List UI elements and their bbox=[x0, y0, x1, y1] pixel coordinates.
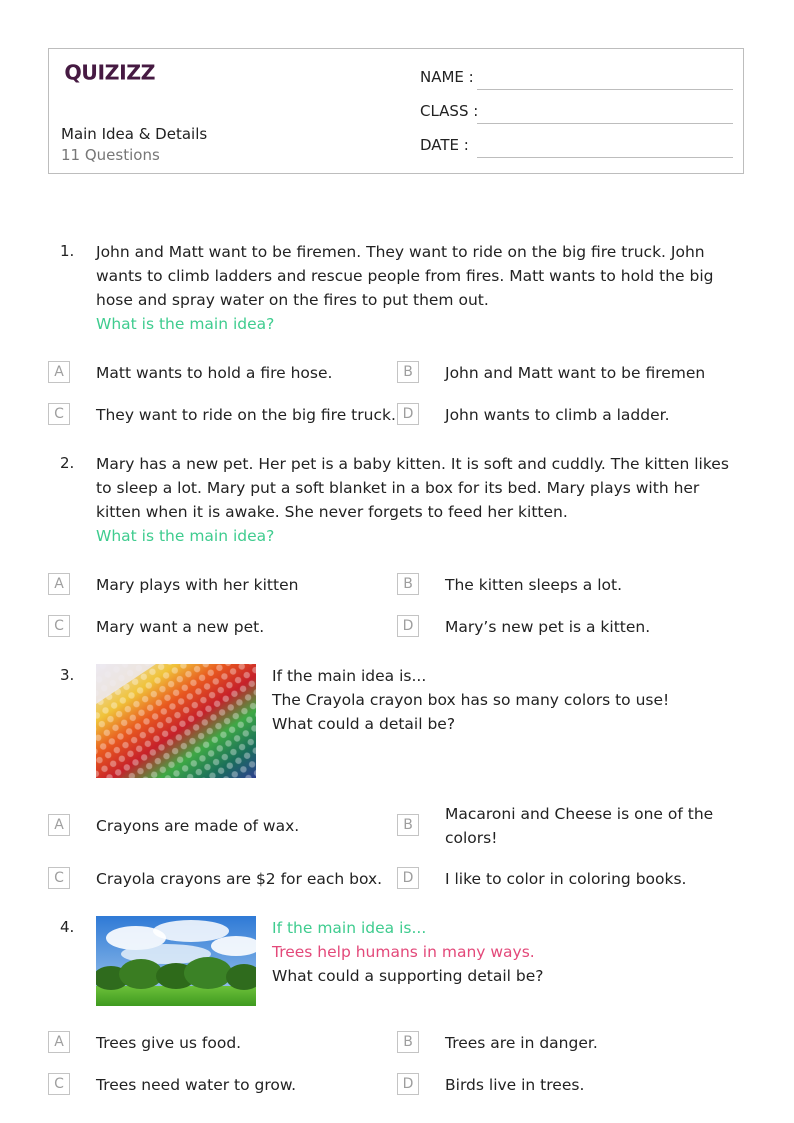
option-letter[interactable]: A bbox=[48, 361, 70, 383]
stimulus-line: If the main idea is... bbox=[272, 667, 427, 685]
option-letter[interactable]: B bbox=[397, 361, 419, 383]
option-letter[interactable]: B bbox=[397, 1031, 419, 1053]
stimulus-line: Trees help humans in many ways. bbox=[272, 943, 535, 961]
trees-image bbox=[96, 916, 256, 1006]
option-d-text[interactable]: I like to color in coloring books. bbox=[445, 870, 687, 888]
option-c-text[interactable]: Trees need water to grow. bbox=[96, 1076, 297, 1094]
date-label: DATE : bbox=[420, 136, 469, 154]
option-letter[interactable]: B bbox=[397, 814, 419, 836]
stimulus-line: If the main idea is... bbox=[272, 919, 427, 937]
option-b-text[interactable]: The kitten sleeps a lot. bbox=[445, 576, 622, 594]
option-c-text[interactable]: Crayola crayons are $2 for each box. bbox=[96, 870, 383, 888]
question-stimulus bbox=[272, 664, 742, 736]
option-letter[interactable]: A bbox=[48, 573, 70, 595]
option-d-text[interactable]: Mary’s new pet is a kitten. bbox=[445, 618, 651, 636]
option-letter[interactable]: C bbox=[48, 867, 70, 889]
quizizz-logo bbox=[61, 59, 161, 87]
svg-text:QUIZIZZ: QUIZIZZ bbox=[64, 60, 156, 85]
option-letter[interactable]: D bbox=[397, 615, 419, 637]
option-b-text[interactable]: Macaroni and Cheese is one of the colors! bbox=[445, 805, 714, 847]
question-number: 2. bbox=[60, 454, 75, 472]
question-count: 11 Questions bbox=[61, 146, 160, 164]
question-number: 3. bbox=[60, 666, 75, 684]
option-d-text[interactable]: Birds live in trees. bbox=[445, 1076, 585, 1094]
date-field[interactable] bbox=[477, 157, 733, 158]
option-letter[interactable]: B bbox=[397, 573, 419, 595]
option-c-text[interactable]: They want to ride on the big fire truck. bbox=[96, 406, 396, 424]
option-a-text[interactable]: Crayons are made of wax. bbox=[96, 817, 300, 835]
question-number: 4. bbox=[60, 918, 75, 936]
worksheet-header bbox=[48, 48, 744, 174]
option-letter[interactable]: C bbox=[48, 403, 70, 425]
option-letter[interactable]: A bbox=[48, 814, 70, 836]
name-field[interactable] bbox=[477, 89, 733, 90]
option-letter[interactable]: C bbox=[48, 1073, 70, 1095]
crayons-image bbox=[96, 664, 256, 778]
question-number: 1. bbox=[60, 242, 75, 260]
worksheet-title: Main Idea & Details bbox=[61, 125, 208, 143]
option-a-text[interactable]: Trees give us food. bbox=[96, 1034, 242, 1052]
question-passage: John and Matt want to be firemen. They want to ride on the big fire truck. John wants to climb ladders and rescue people from fires. Matt wants to hold the big hose and spray water on the fires to put them out. bbox=[96, 243, 714, 309]
class-label: CLASS : bbox=[420, 102, 479, 120]
option-b-text[interactable]: Trees are in danger. bbox=[445, 1034, 598, 1052]
option-c-text[interactable]: Mary want a new pet. bbox=[96, 618, 265, 636]
stimulus-line: What could a supporting detail be? bbox=[272, 967, 544, 985]
option-letter[interactable]: D bbox=[397, 1073, 419, 1095]
name-label: NAME : bbox=[420, 68, 474, 86]
question-text bbox=[96, 452, 746, 548]
question-passage: Mary has a new pet. Her pet is a baby kitten. It is soft and cuddly. The kitten likes to sleep a lot. Mary put a soft blanket in a box for its bed. Mary plays with her kitten when it is awake. She never forgets to feed her kitten. bbox=[96, 455, 729, 521]
question-prompt: What is the main idea? bbox=[96, 315, 275, 333]
option-letter[interactable]: A bbox=[48, 1031, 70, 1053]
question-stimulus bbox=[272, 916, 742, 988]
option-letter[interactable]: D bbox=[397, 403, 419, 425]
option-b-text[interactable]: John and Matt want to be firemen bbox=[445, 364, 706, 382]
option-a-text[interactable]: Matt wants to hold a fire hose. bbox=[96, 364, 333, 382]
option-letter[interactable]: D bbox=[397, 867, 419, 889]
question-text bbox=[96, 240, 746, 336]
stimulus-line: What could a detail be? bbox=[272, 715, 456, 733]
option-a-text[interactable]: Mary plays with her kitten bbox=[96, 576, 299, 594]
class-field[interactable] bbox=[477, 123, 733, 124]
option-d-text[interactable]: John wants to climb a ladder. bbox=[445, 406, 670, 424]
option-letter[interactable]: C bbox=[48, 615, 70, 637]
question-prompt: What is the main idea? bbox=[96, 527, 275, 545]
stimulus-line: The Crayola crayon box has so many colors to use! bbox=[272, 691, 670, 709]
